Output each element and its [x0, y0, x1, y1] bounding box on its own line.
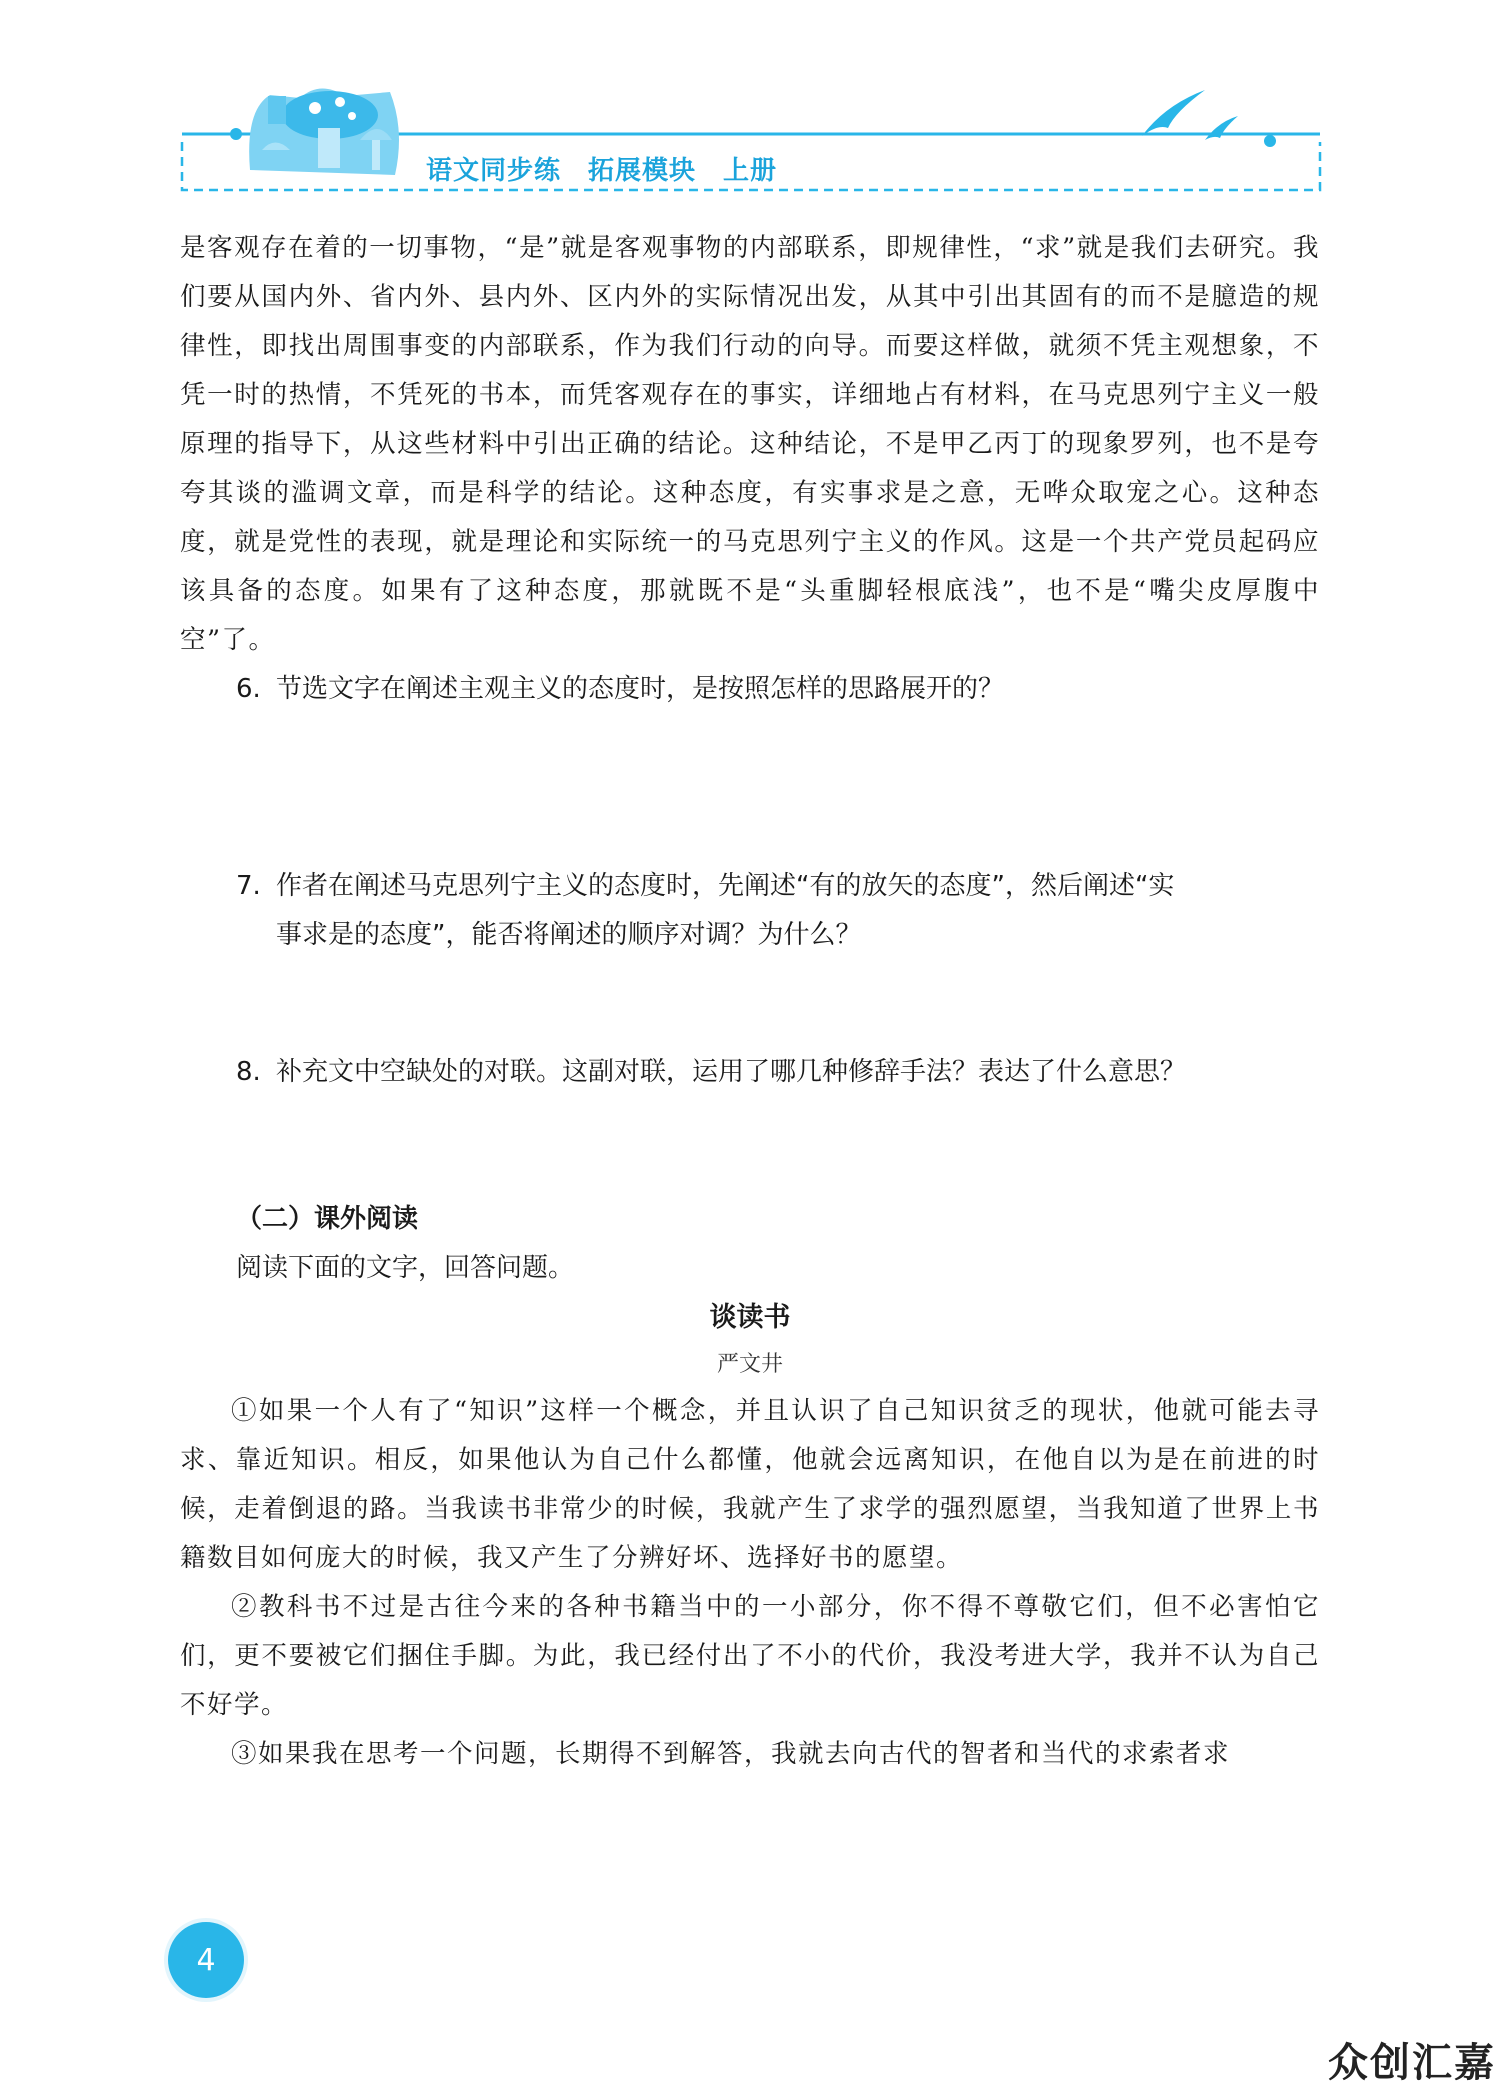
section-instruction: 阅读下面的文字，回答问题。 — [236, 1253, 575, 1283]
watermark: 众创汇嘉 — [1328, 2040, 1496, 2086]
article-title: 谈读书 — [709, 1302, 791, 1333]
answer-space — [180, 714, 1320, 862]
section-heading: （二）课外阅读 — [236, 1204, 419, 1234]
passage-continued: 是客观存在着的一切事物，“是”就是客观事物的内部联系，即规律性，“求”就是我们去研究。我们要从国内外、省内外、县内外、区内外的实际情况出发，从其中引出其固有的而不是臆造的规律性，即找出周围事变的内部联系，作为我们行动的向导。而要这样做，就须不凭主观想象，不凭一时的热情，不凭死的书本，而凭客观存在的事实，详细地占有材料，在马克思列宁主义一般原理的指导下，从这些材料中引出正确的结论。这种结论，不是甲乙丙丁的现象罗列，也不是夸夸其谈的滥调文章，而是科学的结论。这种态度，有实事求是之意，无哗众取宠之心。这种态度，就是党性的表现，就是理论和实际统一的马克思列宁主义的作风。这是一个共产党员起码应该具备的态度。如果有了这种态度，那就既不是“头重脚轻根底浅”，也不是“嘴尖皮厚腹中空”了。 — [180, 233, 1320, 655]
question-text: 作者在阐述马克思列宁主义的态度时，先阐述“有的放矢的态度”，然后阐述“实 — [276, 871, 1175, 901]
question-number: 8. — [236, 1057, 261, 1087]
question-7 — [180, 862, 1320, 960]
header-title: 语文同步练 拓展模块 上册 — [426, 156, 778, 186]
question-number: 7. — [236, 871, 261, 901]
question-number: 6. — [236, 674, 261, 704]
question-8 — [180, 1048, 1320, 1097]
page-content — [180, 224, 1320, 1779]
answer-space — [180, 1097, 1320, 1195]
question-6 — [180, 665, 1320, 714]
mushroom-house-illustration — [249, 88, 399, 175]
question-text-continued: 事求是的态度”，能否将阐述的顺序对调？为什么？ — [276, 920, 862, 950]
article-paragraph-1: ①如果一个人有了“知识”这样一个概念，并且认识了自己知识贫乏的现状，他就可能去寻求、靠近知识。相反，如果他认为自己什么都懂，他就会远离知识，在他自以为是在前进的时候，走着倒退的路。当我读书非常少的时候，我就产生了求学的强烈愿望，当我知道了世界上书籍数目如何庞大的时候，我又产生了分辨好坏、选择好书的愿望。 — [180, 1396, 1320, 1573]
page-number-badge: 4 — [168, 1922, 244, 1998]
article-author: 严文井 — [716, 1352, 783, 1377]
article-paragraph-3: ③如果我在思考一个问题，长期得不到解答，我就去向古代的智者和当代的求索者求 — [231, 1739, 1231, 1769]
question-text: 补充文中空缺处的对联。这副对联，运用了哪几种修辞手法？表达了什么意思？ — [276, 1057, 1187, 1087]
answer-space — [180, 960, 1320, 1048]
article-paragraph-2: ②教科书不过是古往今来的各种书籍当中的一小部分，你不得不尊敬它们，但不必害怕它们，更不要被它们捆住手脚。为此，我已经付出了不小的代价，我没考进大学，我并不认为自己不好学。 — [180, 1592, 1320, 1720]
question-text: 节选文字在阐述主观主义的态度时，是按照怎样的思路展开的？ — [276, 674, 1005, 704]
header-decoration — [0, 0, 1504, 220]
